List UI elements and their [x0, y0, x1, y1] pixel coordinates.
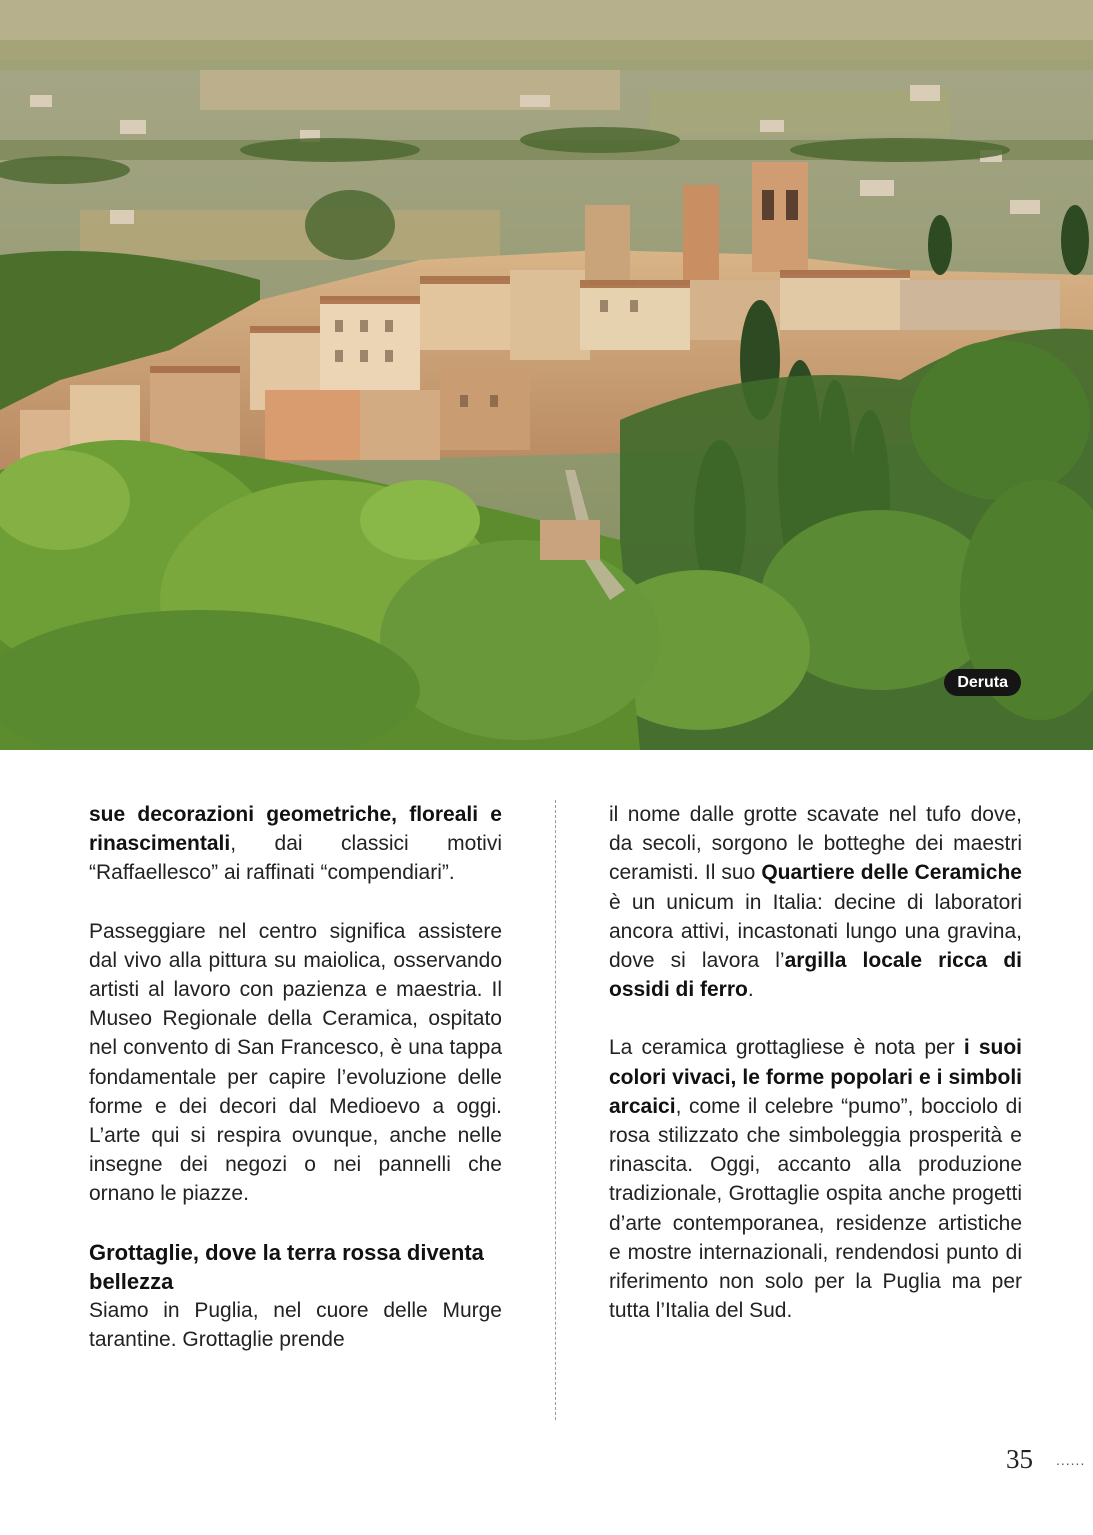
- deruta-landscape-image: [0, 0, 1093, 750]
- right-column: [609, 800, 1022, 1325]
- text-span: , dai classici motivi “Raffaellesco” ai raffinati “compendiari”.: [89, 832, 502, 885]
- left-column: [89, 800, 502, 1354]
- text-span: è un unicum in Italia: decine di laboratori ancora attivi, incastonati lungo una gravina, dove si lavora l’: [609, 890, 1022, 973]
- page-number-dots: ......: [1056, 1452, 1086, 1468]
- bold-phrase: argilla locale ricca di ossidi di ferro: [609, 949, 1022, 1002]
- bold-phrase: sue decorazioni geometriche, floreali e rinascimentali: [89, 803, 502, 856]
- page-number: 35: [1006, 1444, 1033, 1474]
- column-divider: [555, 800, 556, 1420]
- hero-photo: [0, 0, 1093, 750]
- section-heading: Grottaglie, dove la terra rossa diventa bellezza: [89, 1239, 484, 1294]
- photo-caption: Deruta: [944, 669, 1021, 696]
- text-span: La ceramica grottagliese è nota per: [609, 1036, 964, 1060]
- paragraph: Siamo in Puglia, nel cuore delle Murge tarantine. Grottaglie prende: [89, 1298, 502, 1351]
- text-span: il nome dalle grotte scavate nel tufo dove, da secoli, sorgono le botteghe dei maestri ceramisti. Il suo: [609, 803, 1022, 885]
- text-span: .: [747, 978, 754, 1002]
- paragraph: Passeggiare nel centro significa assistere dal vivo alla pittura su maiolica, osservando artisti al lavoro con pazienza e maestria. Il Museo Regionale della Ceramica, ospitato nel convento di San Francesco, è una tappa fondamentale per capire l’evoluzione delle forme e dei decori dal Medioevo a oggi. L’arte qui si respira ovunque, anche nelle insegne dei negozi o nei pannelli che ornano le piazze.: [89, 919, 502, 1206]
- paragraph: [609, 800, 1022, 1004]
- bold-phrase: i suoi colori vivaci, le forme popolari e i simboli arcaici: [609, 1036, 1023, 1118]
- bold-phrase: Quartiere delle Ceramiche: [761, 861, 1022, 885]
- paragraph: [89, 800, 502, 888]
- paragraph: [609, 1033, 1022, 1325]
- text-span: , come il celebre “pumo”, bocciolo di rosa stilizzato che simboleggia prosperità e rinascita. Oggi, accanto alla produzione tradizionale, Grottaglie ospita anche progetti d’arte contemporanea, residenze artistiche e mostre internazionali, rendendosi punto di riferimento non solo per la Puglia ma per tutta l’Italia del Sud.: [609, 1094, 1022, 1323]
